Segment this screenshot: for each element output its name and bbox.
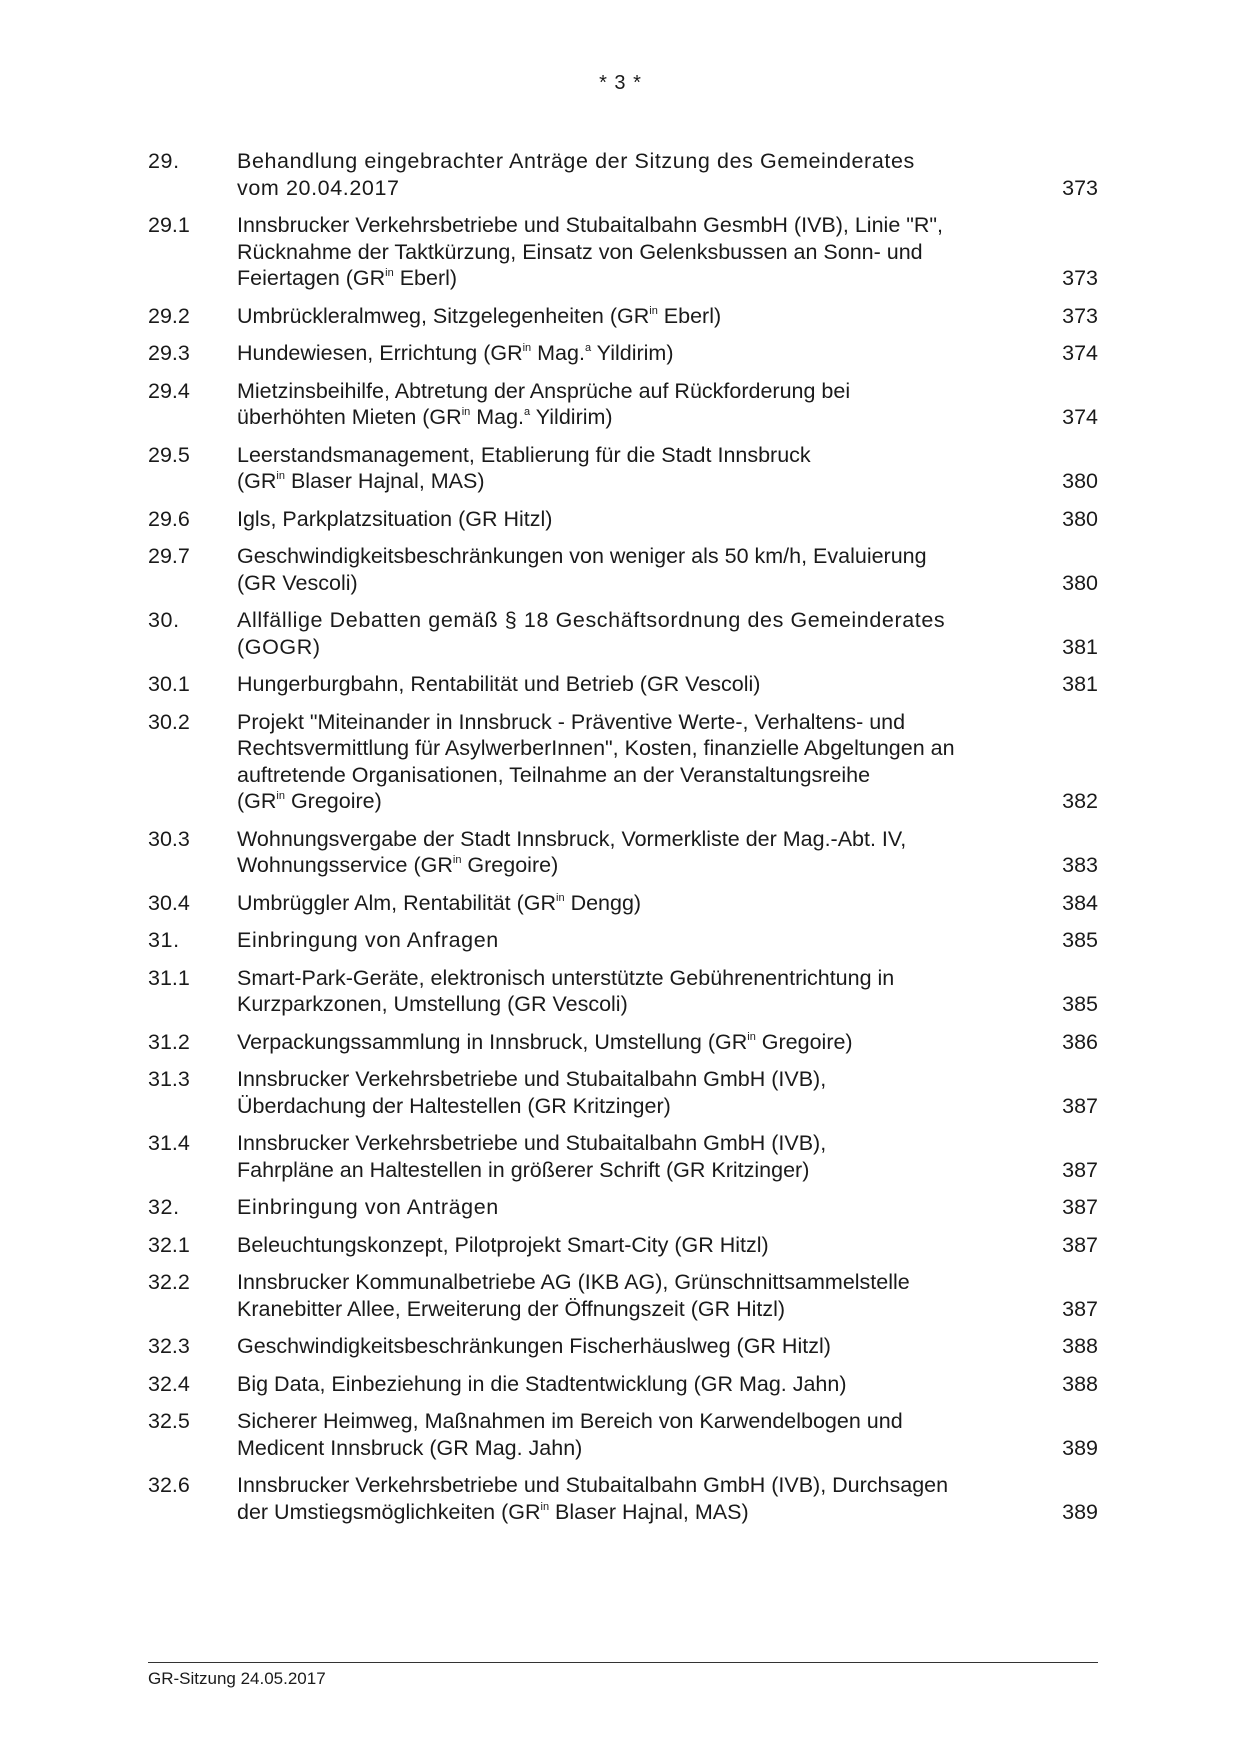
- entry-number: 31.3: [148, 1067, 190, 1091]
- entry-page-number: 373: [1062, 266, 1098, 290]
- entry-title-line: Fahrpläne an Haltestellen in größerer Schrift (GR Kritzinger): [237, 1157, 810, 1182]
- entry-page-number: 388: [1062, 1334, 1098, 1358]
- toc-section-entry: [148, 1194, 1098, 1221]
- superscript: in: [452, 854, 462, 866]
- entry-title: [237, 378, 1038, 431]
- toc-entry: [148, 1371, 1098, 1398]
- entry-title-line: Geschwindigkeitsbeschränkungen von weniger als 50 km/h, Evaluierung: [237, 544, 927, 568]
- entry-title: [237, 1232, 1038, 1259]
- entry-number: 29.3: [148, 341, 190, 365]
- entry-page-number: 384: [1062, 890, 1098, 915]
- entry-title-line: Behandlung eingebrachter Anträge der Sitzung des Gemeinderates: [237, 149, 915, 173]
- superscript: a: [524, 406, 531, 418]
- entry-title: [237, 607, 1038, 660]
- entry-title-line: vom 20.04.2017: [237, 175, 400, 200]
- toc-section-entry: [148, 927, 1098, 954]
- entry-title-line: Smart-Park-Geräte, elektronisch unterstützte Gebührenentrichtung in: [237, 965, 895, 990]
- entry-number: 30.2: [148, 709, 190, 734]
- entry-page-number: 387: [1062, 1093, 1098, 1118]
- table-of-contents: [148, 148, 1098, 1536]
- superscript: in: [276, 470, 285, 482]
- entry-page-number: 387: [1062, 1232, 1098, 1257]
- entry-title: [237, 1472, 1038, 1525]
- footer-divider: [148, 1662, 1098, 1663]
- entry-number: 30.: [148, 608, 180, 632]
- entry-page-number: 389: [1062, 1499, 1098, 1524]
- entry-number: 32.2: [148, 1270, 190, 1294]
- entry-number: 30.3: [148, 826, 190, 851]
- entry-page-number: 387: [1062, 1296, 1098, 1321]
- entry-page-number: 388: [1062, 1371, 1098, 1396]
- entry-title: [237, 927, 1038, 954]
- entry-title-line: Kurzparkzonen, Umstellung (GR Vescoli): [237, 992, 628, 1016]
- superscript: in: [461, 406, 471, 418]
- toc-entry: [148, 1232, 1098, 1259]
- toc-entry: [148, 506, 1098, 533]
- entry-title-line: (GOGR): [237, 634, 321, 659]
- entry-page-number: 383: [1062, 853, 1098, 877]
- entry-title-line: Feiertagen ($GR^{in}$ Eberl): [237, 266, 458, 290]
- entry-page-number: 386: [1062, 1029, 1098, 1054]
- entry-title-line: Wohnungsvergabe der Stadt Innsbruck, Vormerkliste der Mag.-Abt. IV,: [237, 826, 907, 851]
- entry-page-number: 373: [1062, 175, 1098, 200]
- entry-title: [237, 1194, 1038, 1221]
- entry-number: 32.1: [148, 1232, 190, 1257]
- entry-page-number: 387: [1062, 1157, 1098, 1182]
- entry-title: [237, 826, 1038, 879]
- toc-entry: [148, 826, 1098, 879]
- entry-title-line: Big Data, Einbeziehung in die Stadtentwicklung (GR Mag. Jahn): [237, 1371, 847, 1396]
- entry-page-number: 389: [1062, 1435, 1098, 1460]
- entry-number: 32.5: [148, 1409, 190, 1433]
- entry-page-number: 381: [1062, 672, 1098, 696]
- toc-section-entry: [148, 607, 1098, 660]
- entry-title: [237, 671, 1038, 698]
- entry-number: 29.7: [148, 544, 190, 568]
- entry-title-line: Wohnungsservice ($GR^{in}$ Gregoire): [237, 853, 559, 877]
- entry-title-line: Umbrückleralmweg, Sitzgelegenheiten ($GR^{in}$ Eberl): [237, 303, 722, 328]
- entry-title-line: Projekt "Miteinander in Innsbruck - Präventive Werte-, Verhaltens- und: [237, 709, 906, 734]
- superscript: in: [385, 267, 394, 279]
- entry-title-line: Geschwindigkeitsbeschränkungen Fischerhäuslweg (GR Hitzl): [237, 1334, 831, 1358]
- entry-title-line: Überdachung der Haltestellen (GR Kritzinger): [237, 1093, 671, 1118]
- toc-section-entry: [148, 148, 1098, 201]
- entry-title-line: Leerstandsmanagement, Etablierung für die Stadt Innsbruck: [237, 442, 811, 467]
- entry-number: 29.2: [148, 303, 190, 328]
- entry-number: 30.4: [148, 890, 190, 915]
- entry-number: 32.: [148, 1195, 180, 1219]
- toc-entry: [148, 1472, 1098, 1525]
- entry-title: [237, 1066, 1038, 1119]
- entry-number: 31.2: [148, 1029, 190, 1054]
- entry-page-number: 381: [1062, 634, 1098, 659]
- toc-entry: [148, 1408, 1098, 1461]
- entry-title: [237, 1029, 1038, 1056]
- entry-number: 29.: [148, 149, 180, 173]
- entry-title-line: Innsbrucker Verkehrsbetriebe und Stubaitalbahn GmbH (IVB), Durchsagen: [237, 1473, 949, 1497]
- toc-entry: [148, 442, 1098, 495]
- page-number: * 3 *: [599, 72, 642, 94]
- entry-number: 32.6: [148, 1473, 190, 1497]
- entry-number: 29.6: [148, 506, 190, 531]
- entry-title-line: Igls, Parkplatzsituation (GR Hitzl): [237, 506, 553, 531]
- entry-page-number: 380: [1062, 506, 1098, 531]
- entry-page-number: 387: [1062, 1195, 1098, 1219]
- entry-title-line: Kranebitter Allee, Erweiterung der Öffnungszeit (GR Hitzl): [237, 1296, 786, 1321]
- toc-entry: [148, 1269, 1098, 1322]
- entry-title-line: Einbringung von Anträgen: [237, 1195, 499, 1219]
- entry-title-line: Einbringung von Anfragen: [237, 928, 499, 952]
- entry-number: 31.1: [148, 965, 190, 990]
- toc-entry: [148, 340, 1098, 367]
- entry-number: 29.1: [148, 213, 190, 237]
- entry-title: [237, 303, 1038, 330]
- entry-title-line: Allfällige Debatten gemäß § 18 Geschäftsordnung des Gemeinderates: [237, 608, 946, 632]
- entry-title: [237, 1333, 1038, 1360]
- entry-title-line: Innsbrucker Kommunalbetriebe AG (IKB AG), Grünschnittsammelstelle: [237, 1270, 910, 1294]
- entry-title: [237, 506, 1038, 533]
- toc-entry: [148, 1066, 1098, 1119]
- entry-title: [237, 965, 1038, 1018]
- footer-session-date: GR-Sitzung 24.05.2017: [148, 1669, 326, 1688]
- toc-entry: [148, 378, 1098, 431]
- entry-page-number: 374: [1062, 405, 1098, 429]
- entry-title-line: (GR Vescoli): [237, 570, 358, 595]
- entry-page-number: 380: [1062, 469, 1098, 493]
- entry-number: 30.1: [148, 672, 190, 696]
- entry-title-line: Sicherer Heimweg, Maßnahmen im Bereich von Karwendelbogen und: [237, 1409, 903, 1433]
- entry-page-number: 380: [1062, 570, 1098, 595]
- entry-title: [237, 148, 1038, 201]
- entry-page-number: 374: [1062, 341, 1098, 365]
- toc-entry: [148, 1333, 1098, 1360]
- toc-entry: [148, 1029, 1098, 1056]
- entry-title-line: auftretende Organisationen, Teilnahme an der Veranstaltungsreihe: [237, 762, 871, 787]
- toc-entry: [148, 965, 1098, 1018]
- entry-number: 32.4: [148, 1371, 190, 1396]
- entry-number: 32.3: [148, 1334, 190, 1358]
- entry-number: 31.: [148, 928, 180, 952]
- toc-entry: [148, 543, 1098, 596]
- entry-title-line: Beleuchtungskonzept, Pilotprojekt Smart-City (GR Hitzl): [237, 1232, 769, 1257]
- entry-title: [237, 212, 1038, 292]
- entry-page-number: 385: [1062, 928, 1098, 952]
- entry-title: [237, 340, 1038, 367]
- entry-title: [237, 890, 1038, 917]
- entry-title-line: Rechtsvermittlung für AsylwerberInnen", Kosten, finanzielle Abgeltungen an: [237, 736, 955, 760]
- entry-title: [237, 709, 1038, 815]
- entry-title: [237, 1130, 1038, 1183]
- superscript: in: [540, 1500, 550, 1513]
- entry-title-line: Rücknahme der Taktkürzung, Einsatz von Gelenksbussen an Sonn- und: [237, 239, 923, 264]
- entry-title-line: überhöhten Mieten ($GR^{in}$ Mag.$^a$ Yildirim): [237, 405, 613, 429]
- entry-title-line: ($GR^{in}$ Blaser Hajnal, MAS): [237, 469, 485, 493]
- superscript: in: [747, 1030, 756, 1043]
- toc-entry: [148, 303, 1098, 330]
- entry-number: 29.5: [148, 442, 190, 467]
- entry-title-line: Umbrüggler Alm, Rentabilität ($GR^{in}$ Dengg): [237, 890, 642, 915]
- entry-number: 31.4: [148, 1131, 190, 1155]
- entry-title: [237, 1408, 1038, 1461]
- entry-page-number: 382: [1062, 789, 1098, 813]
- entry-title: [237, 442, 1038, 495]
- toc-entry: [148, 890, 1098, 917]
- entry-page-number: 385: [1062, 992, 1098, 1016]
- entry-title-line: Innsbrucker Verkehrsbetriebe und Stubaitalbahn GmbH (IVB),: [237, 1067, 827, 1091]
- toc-entry: [148, 1130, 1098, 1183]
- entry-page-number: 373: [1062, 303, 1098, 328]
- superscript: in: [649, 304, 658, 317]
- entry-title-line: ($GR^{in}$ Gregoire): [237, 789, 382, 813]
- toc-entry: [148, 212, 1098, 292]
- superscript: in: [522, 342, 532, 354]
- superscript: in: [276, 790, 285, 802]
- entry-number: 29.4: [148, 378, 190, 403]
- entry-title-line: Innsbrucker Verkehrsbetriebe und Stubaitalbahn GesmbH (IVB), Linie "R",: [237, 213, 944, 237]
- superscript: in: [556, 891, 565, 904]
- entry-title-line: Medicent Innsbruck (GR Mag. Jahn): [237, 1435, 583, 1460]
- entry-title-line: Mietzinsbeihilfe, Abtretung der Ansprüche auf Rückforderung bei: [237, 378, 851, 403]
- entry-title-line: Hungerburgbahn, Rentabilität und Betrieb (GR Vescoli): [237, 672, 761, 696]
- entry-title-line: der Umstiegsmöglichkeiten ($GR^{in}$ Blaser Hajnal, MAS): [237, 1499, 749, 1524]
- entry-title: [237, 543, 1038, 596]
- toc-entry: [148, 709, 1098, 815]
- entry-title: [237, 1371, 1038, 1398]
- entry-title-line: Innsbrucker Verkehrsbetriebe und Stubaitalbahn GmbH (IVB),: [237, 1131, 827, 1155]
- toc-entry: [148, 671, 1098, 698]
- entry-title-line: Hundewiesen, Errichtung ($GR^{in}$ Mag.$^a$ Yildirim): [237, 341, 674, 365]
- superscript: a: [584, 342, 592, 354]
- entry-title-line: Verpackungssammlung in Innsbruck, Umstellung ($GR^{in}$ Gregoire): [237, 1029, 853, 1054]
- entry-title: [237, 1269, 1038, 1322]
